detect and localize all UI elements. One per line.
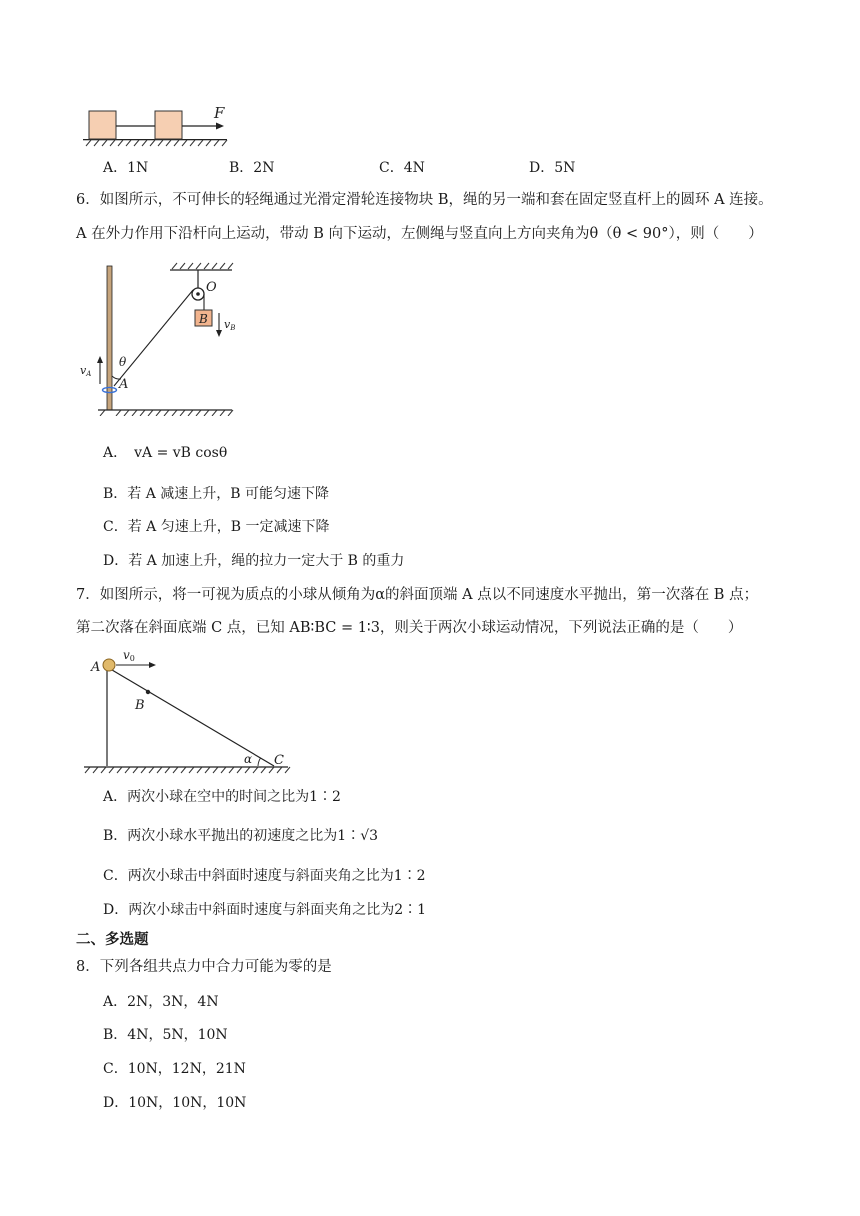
q6-option-b: B．若 A 减速上升，B 可能匀速下降 [103,486,330,502]
block-b-label: B [199,312,208,326]
ground-hatching [86,140,227,146]
q7-option-d: D．两次小球击中斜面时速度与斜面夹角之比为2∶1 [103,902,427,918]
q8-stem: 8．下列各组共点力中合力可能为零的是 [76,959,332,975]
q6-stem-line1: 6．如图所示，不可伸长的轻绳通过光滑定滑轮连接物块 B，绳的另一端和套在固定竖直杆上的圆环 A 连接。 [76,192,773,208]
q5-option-c: C．4N [379,160,425,176]
q8-option-c: C．10N，12N，21N [103,1061,246,1077]
va-label: vA [80,364,92,378]
q6-stem-line2: A 在外力作用下沿杆向上运动，带动 B 向下运动，左侧绳与竖直向上方向夹角为θ（θ < 90°），则（ ） [76,226,763,242]
q7-stem-line1: 7．如图所示，将一可视为质点的小球从倾角为α的斜面顶端 A 点以不同速度水平抛出，第一次落在 B 点； [76,587,759,603]
pulley-axle [196,292,200,296]
alpha-label: α [244,752,253,766]
point-b [146,690,150,694]
ceiling-hatching [172,263,233,269]
force-arrowhead [216,123,224,130]
q7-option-c: C．两次小球击中斜面时速度与斜面夹角之比为1∶2 [103,868,426,884]
ground-hatching [85,767,290,773]
q5-option-d: D．5N [529,160,576,176]
q5-figure [80,100,230,148]
q7-figure [80,645,292,777]
point-a-label: A [91,660,101,675]
q6-option-c: C．若 A 匀速上升，B 一定减速下降 [103,519,330,535]
theta-label: θ [119,355,127,369]
ring-a-label: A [119,377,129,392]
force-label: F [214,104,225,122]
vb-arrowhead [216,330,222,337]
point-b-label: B [135,698,145,713]
vb-label: vB [224,318,236,332]
block-2 [155,111,182,139]
q6-option-a: A． vA = vB cosθ [103,445,228,461]
alpha-arc [258,758,261,766]
v0-label: v0 [123,648,135,663]
vertical-rod [107,266,112,410]
section-title: 二、多选题 [76,931,149,948]
pulley-label: O [206,280,217,295]
q7-stem-line2: 第二次落在斜面底端 C 点，已知 AB∶BC = 1∶3，则关于两次小球运动情况，下列说法正确的是（ ） [76,620,743,636]
q5-option-a: A．1N [103,160,149,176]
rope-to-ring [114,290,193,386]
q8-option-b: B．4N，5N，10N [103,1027,228,1043]
va-arrowhead [97,356,103,363]
point-c-label: C [274,753,284,768]
q7-option-b: B．两次小球水平抛出的初速度之比为1∶√3 [103,828,379,844]
q8-option-a: A．2N，3N，4N [103,994,219,1010]
v0-arrowhead [149,662,156,668]
q5-option-b: B．2N [229,160,275,176]
ground-hatching [100,410,233,416]
block-1 [89,111,116,139]
q6-option-d: D．若 A 加速上升，绳的拉力一定大于 B 的重力 [103,553,405,569]
q7-option-a: A．两次小球在空中的时间之比为1∶2 [103,789,341,805]
ball [103,659,115,671]
q6-figure [76,258,238,416]
q8-option-d: D．10N，10N，10N [103,1095,247,1111]
